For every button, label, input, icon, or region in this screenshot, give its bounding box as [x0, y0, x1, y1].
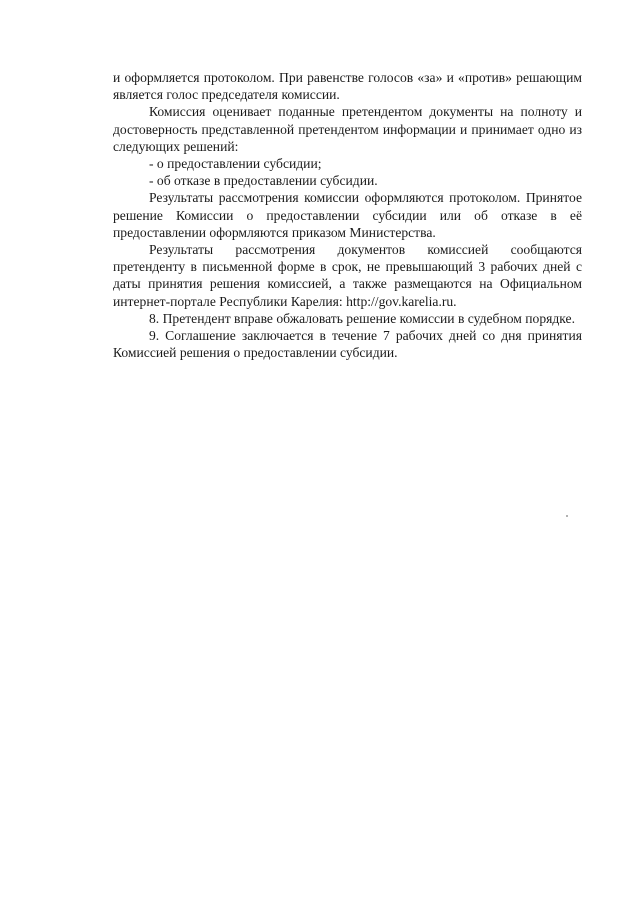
list-item-grant-subsidy: - о предоставлении субсидии; — [149, 156, 322, 172]
list-item-refuse-subsidy: - об отказе в предоставлении субсидии. — [149, 173, 378, 189]
paragraph-agreement-term: 9. Соглашение заключается в течение 7 рабочих дней со дня принятия Комиссией решения о предоставлении субсидии. — [113, 328, 582, 361]
document-body — [113, 69, 582, 361]
paragraph-commission-evaluation: Комиссия оценивает поданные претендентом документы на полноту и достоверность представленной претендентом информации и принимает одно из следующих решений: — [113, 104, 582, 154]
paragraph-results-protocol: Результаты рассмотрения комиссии оформляются протоколом. Принятое решение Комиссии о предоставлении субсидии или об отказе в её предоставлении оформляются приказом Министерства. — [113, 190, 582, 240]
paragraph-protocol-voting: и оформляется протоколом. При равенстве голосов «за» и «против» решающим является голос председателя комиссии. — [113, 70, 582, 103]
paragraph-appeal-right: 8. Претендент вправе обжаловать решение комиссии в судебном порядке. — [149, 310, 575, 326]
scan-speck — [566, 515, 568, 517]
paragraph-results-notification: Результаты рассмотрения документов комиссией сообщаются претенденту в письменной форме в срок, не превышающий 3 рабочих дней с даты принятия решения комиссией, а также размещаются на Официальном интернет-портале Республики Карелия: http://gov.karelia.ru. — [113, 242, 582, 309]
